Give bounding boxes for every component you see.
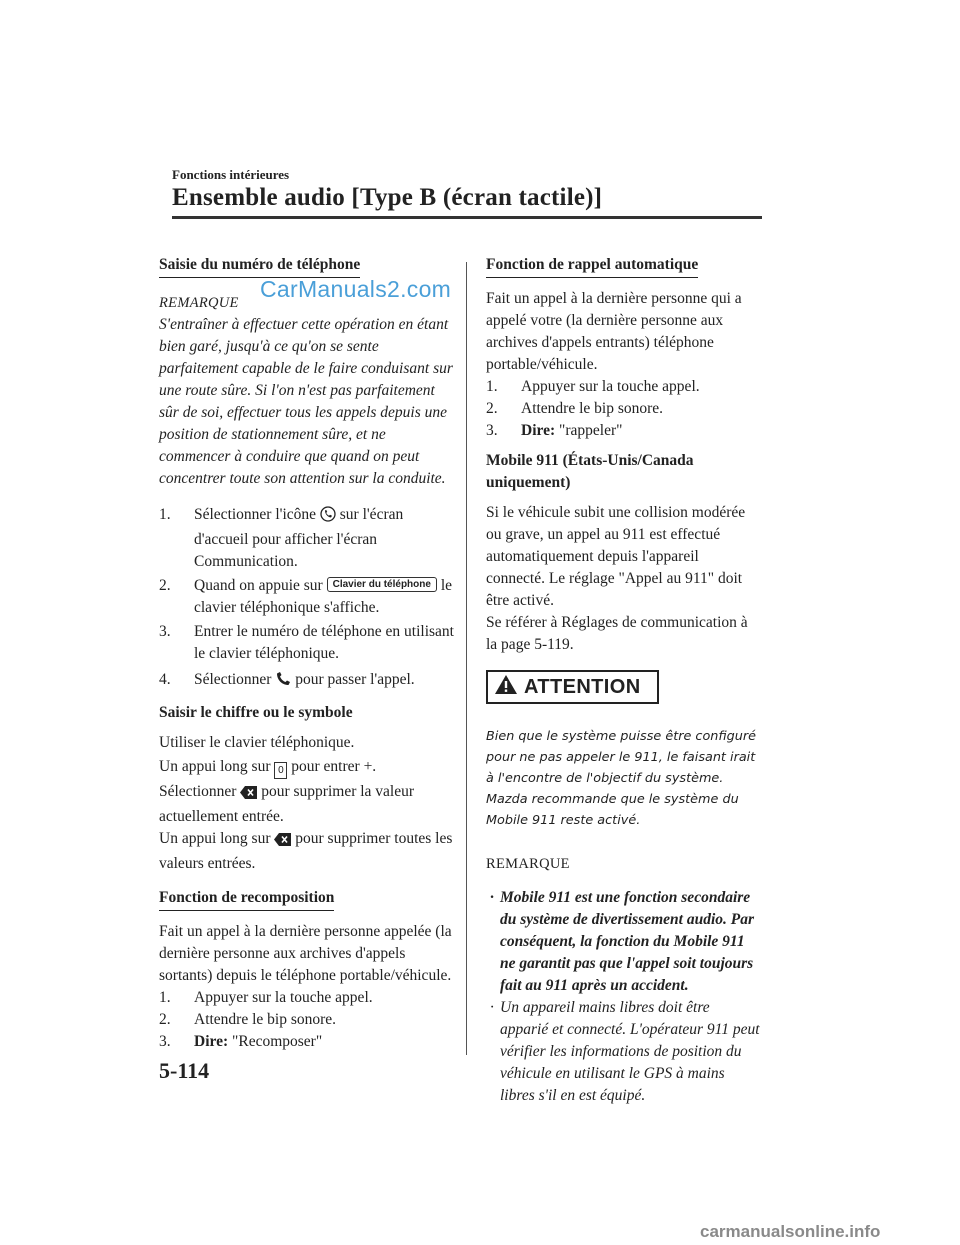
note-label: REMARQUE: [159, 295, 239, 311]
backspace-icon: [274, 831, 291, 853]
paragraph: Utiliser le clavier téléphonique.: [159, 734, 355, 751]
zero-plus-key-icon: 0: [274, 762, 287, 779]
section-label: Fonctions intérieures: [172, 167, 290, 182]
list-item: 2. Attendre le bip sonore.: [486, 400, 664, 417]
redial-steps: [159, 987, 454, 1053]
attention-box: [486, 670, 659, 704]
left-column: [159, 250, 454, 1053]
list-item: 1. Appuyer sur la touche appel.: [159, 989, 373, 1006]
heading-phone-number-entry: Saisie du numéro de téléphone: [159, 254, 360, 278]
column-divider: [466, 262, 467, 1055]
heading-auto-callback: Fonction de rappel automatique: [486, 254, 698, 278]
list-item: 3. Entrer le numéro de téléphone en utilisant le clavier téléphonique.: [159, 623, 454, 662]
note-label: REMARQUE: [486, 856, 570, 872]
footer-site-link[interactable]: carmanualsonline.info: [700, 1222, 881, 1241]
phone-entry-steps: [159, 504, 454, 694]
warning-icon: [494, 674, 518, 700]
paragraph: Fait un appel à la dernière personne qui a appelé votre (la dernière personne aux archives d'appels entrants) téléphone portable/véhicule.: [486, 290, 742, 373]
note-bullets: [486, 887, 761, 1107]
note-text: S'entraîner à effectuer cette opération en étant bien garé, jusqu'à ce qu'on se sente parfaitement capable de le faire conduisant sur une route sûre. Si l'on n'est pas parfaitement sûr de soi, effectuer tous les appels depuis une position de stationnement sûre, et ne commencer à conduire que quand on peut concentrer toute son attention sur la conduite.: [159, 316, 453, 487]
watermark: CarManuals2.com: [260, 276, 452, 302]
paragraph: Sélectionner pour supprimer la valeur actuellement entrée.: [159, 783, 415, 825]
backspace-icon: [240, 784, 257, 806]
chapter-title: Ensemble audio [Type B (écran tactile)]: [172, 184, 603, 211]
paragraph: Fait un appel à la dernière personne appelée (la dernière personne aux archives d'appels sortants) depuis le téléphone portable/véhicule.: [159, 923, 452, 984]
list-item: 3. Dire: "rappeler": [486, 422, 623, 439]
callback-steps: [486, 376, 761, 442]
attention-text: Bien que le système puisse être configuré pour ne pas appeler le 911, le faisant irait à l'encontre de l'objectif du système. Mazda recommande que le système du Mobile 911 reste activé.: [486, 729, 757, 828]
paragraph: Si le véhicule subit une collision modérée ou grave, un appel au 911 est effectué automatiquement depuis l'appareil connecté. Le réglage "Appel au 911" doit être activé.: [486, 504, 746, 609]
right-column: [486, 250, 761, 1107]
heading-digit-symbol: Saisir le chiffre ou le symbole: [159, 704, 353, 721]
communication-icon: [320, 506, 336, 529]
paragraph: Se référer à Réglages de communication à la page 5-119.: [486, 614, 748, 653]
paragraph: Un appui long sur pour supprimer toutes les valeurs entrées.: [159, 830, 453, 872]
phone-handset-icon: [275, 671, 291, 694]
list-item: · Un appareil mains libres doit être apparié et connecté. L'opérateur 911 peut vérifier les informations de position du véhicule en utilisant le GPS à mains libres s'il en est équipé.: [490, 999, 760, 1104]
heading-redial: Fonction de recomposition: [159, 887, 334, 911]
list-item: 2. Attendre le bip sonore.: [159, 1011, 337, 1028]
list-item: 4. Sélectionner pour passer l'appel.: [159, 669, 454, 694]
header-rule: [172, 216, 762, 219]
list-item: 1. Sélectionner l'icône sur l'écran d'accueil pour afficher l'écran Communication.: [159, 506, 404, 570]
list-item: 2. Quand on appuie sur Clavier du téléphone le clavier téléphonique s'affiche.: [159, 577, 453, 616]
list-item: 3. Dire: "Recomposer": [159, 1033, 323, 1050]
heading-mobile-911: Mobile 911 (États-Unis/Canada uniquement): [486, 452, 694, 491]
list-item: · Mobile 911 est une fonction secondaire du système de divertissement audio. Par conséquent, la fonction du Mobile 911 ne garantit pas que l'appel soit toujours fait au 911 après un accident.: [490, 889, 755, 994]
attention-label: ATTENTION: [524, 676, 641, 698]
phone-keypad-button: Clavier du téléphone: [327, 577, 437, 592]
paragraph: Un appui long sur 0 pour entrer +.: [159, 756, 454, 779]
list-item: 1. Appuyer sur la touche appel.: [486, 378, 700, 395]
page-number: 5-114: [159, 1058, 210, 1083]
